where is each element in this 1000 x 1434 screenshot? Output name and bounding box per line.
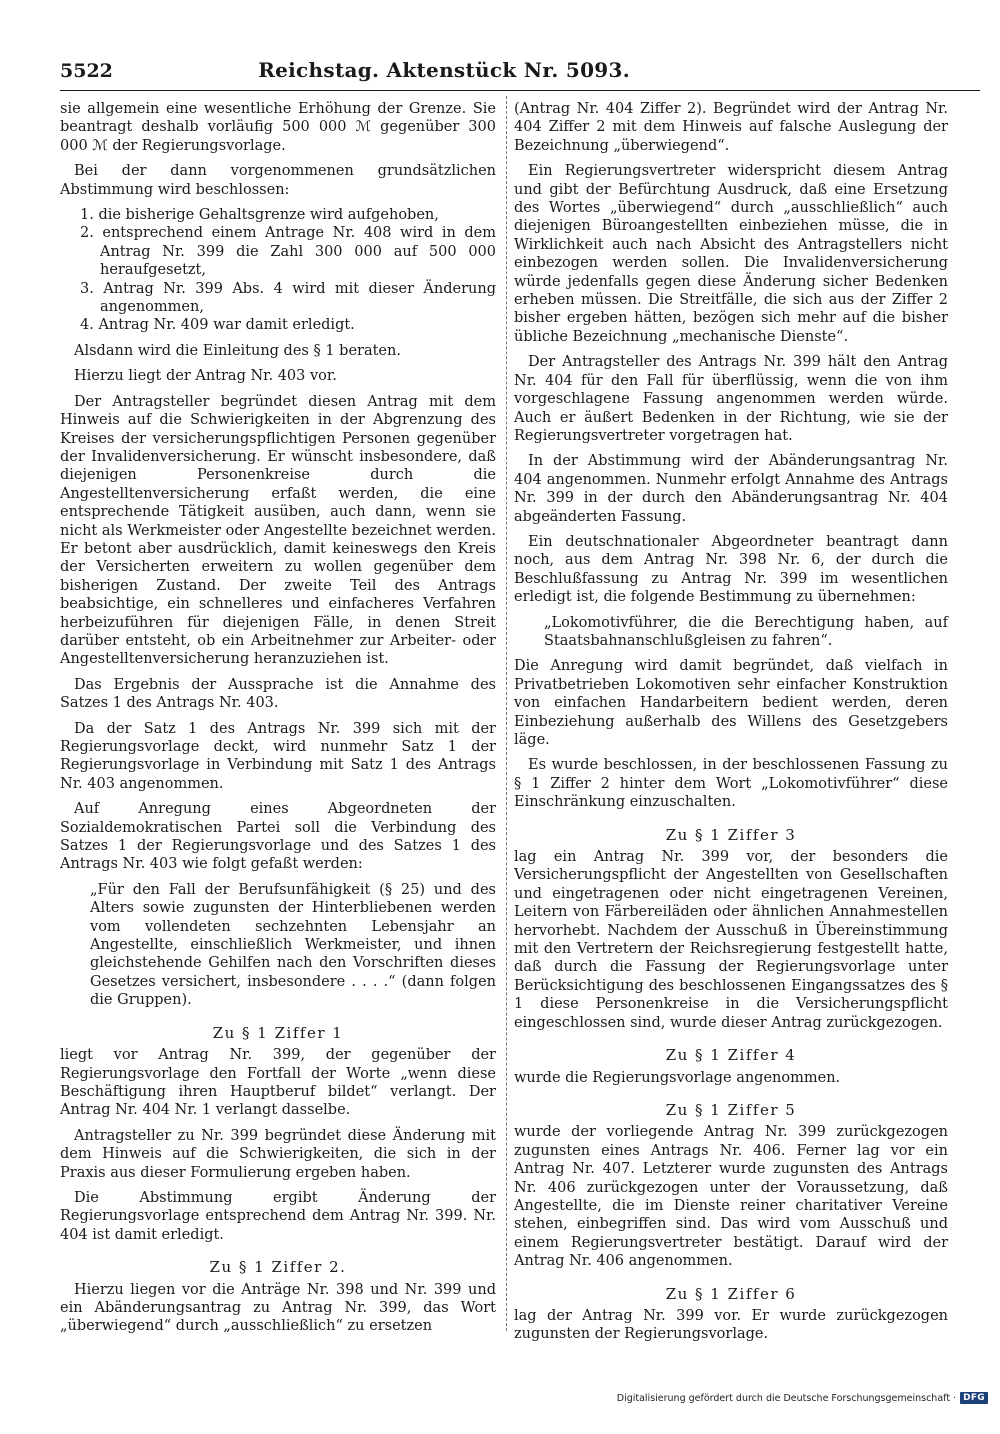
paragraph: Alsdann wird die Einleitung des § 1 beraten. bbox=[74, 342, 401, 359]
section-heading: Zu § 1 Ziffer 1 bbox=[212, 1023, 344, 1042]
quotation: „Lokomotivführer, die die Berechtigung haben, auf Staatsbahnanschlußgleisen zu fahren“. bbox=[544, 614, 948, 649]
paragraph: Der Antragsteller begründet diesen Antrag mit dem Hinweis auf die Schwierigkeiten in der Abgrenzung des Kreises der versicherungspflichtigen Personen gegenüber der Invalidenversicherung. Er wünscht insbesondere, daß diejenigen Personenkreise durch die Angestelltenversicherung erfaßt werden, die eine entsprechende Tätigkeit ausüben, auch dann, wenn sie nicht als Werkmeister oder Angestellte bezeichnet werden. Er betont aber ausdrücklich, damit keineswegs den Kreis der Versicherten erweitern zu wollen gegenüber dem bisherigen Zustand. Der zweite Teil des Antrags beabsichtige, ein schnelleres und einfacheres Verfahren herbeizuführen für diejenigen Fälle, in denen Streit darüber entsteht, ob ein Arbeitnehmer zur Arbeiter- oder Angestelltenversicherung heranzuziehen ist. bbox=[60, 393, 496, 668]
paragraph: sie allgemein eine wesentliche Erhöhung der Grenze. Sie beantragt deshalb vorläufig 500 000 ℳ gegenüber 300 000 ℳ der Regierungsvorlage. bbox=[60, 101, 496, 154]
paragraph: Das Ergebnis der Aussprache ist die Annahme des Satzes 1 des Antrags Nr. 403. bbox=[60, 676, 496, 712]
page-header bbox=[60, 60, 980, 88]
running-title: Reichstag. Aktenstück Nr. 5093. bbox=[258, 58, 630, 82]
right-column bbox=[514, 100, 948, 1351]
paragraph: Ein Regierungsvertreter widerspricht diesem Antrag und gibt der Befürchtung Ausdruck, daß eine Ersetzung des Wortes „überwiegend“ durch „ausschließlich“ auch diejenigen Büroangestellten einbeziehen müsse, die in Wirklichkeit auch nach Absicht des Antragstellers nicht einbezogen werden sollen. Die Invalidenversicherung würde jedenfalls gegen diese Änderung sicher Bedenken erheben müssen. Die Streitfälle, die sich aus der Ziffer 2 bisher ergeben hätten, bezögen sich mehr auf die bisher übliche Bezeichnung „mechanische Dienste“. bbox=[514, 163, 948, 345]
list-item: 2. entsprechend einem Antrage Nr. 408 wird in dem Antrag Nr. 399 die Zahl 300 000 auf 500 000 heraufgesetzt, bbox=[80, 225, 496, 279]
dfg-logo: DFG bbox=[960, 1392, 988, 1404]
resolution-list bbox=[60, 206, 496, 335]
list-item: 4. Antrag Nr. 409 war damit erledigt. bbox=[80, 317, 355, 334]
paragraph: wurde die Regierungsvorlage angenommen. bbox=[514, 1069, 841, 1086]
section-heading: Zu § 1 Ziffer 3 bbox=[665, 825, 797, 844]
paragraph: Da der Satz 1 des Antrags Nr. 399 sich mit der Regierungsvorlage deckt, wird nunmehr Satz 1 der Regierungsvorlage in Verbindung mit Satz 1 des Antrags Nr. 403 angenommen. bbox=[60, 720, 496, 792]
paragraph: In der Abstimmung wird der Abänderungsantrag Nr. 404 angenommen. Nunmehr erfolgt Annahme des Antrags Nr. 399 in der durch den Abänderungsantrag Nr. 404 abgeänderten Fassung. bbox=[514, 453, 948, 525]
section-heading: Zu § 1 Ziffer 6 bbox=[665, 1284, 797, 1303]
paragraph: Bei der dann vorgenommenen grundsätzlichen Abstimmung wird beschlossen: bbox=[60, 163, 496, 198]
digitization-credit bbox=[617, 1392, 988, 1404]
paragraph: Die Anregung wird damit begründet, daß vielfach in Privatbetrieben Lokomotiven sehr einfacher Konstruktion von einfachen Handarbeitern bedient werden, deren Einbeziehung außerhalb des Willens des Gesetzgebers läge. bbox=[514, 658, 948, 748]
paragraph: Die Abstimmung ergibt Änderung der Regierungsvorlage entsprechend dem Antrag Nr. 399. Nr. 404 ist damit erledigt. bbox=[60, 1189, 496, 1243]
paragraph: Hierzu liegen vor die Anträge Nr. 398 und Nr. 399 und ein Abänderungsantrag zu Antrag Nr. 399, das Wort „überwiegend“ durch „ausschließlich“ zu ersetzen bbox=[60, 1281, 496, 1335]
paragraph: liegt vor Antrag Nr. 399, der gegenüber der Regierungsvorlage den Fortfall der Worte „wenn diese Beschäftigung ihren Hauptberuf bildet“ verlangt. Der Antrag Nr. 404 Nr. 1 verlangt dasselbe. bbox=[60, 1047, 496, 1119]
paragraph: wurde der vorliegende Antrag Nr. 399 zurückgezogen zugunsten eines Antrags Nr. 406. Ferner lag vor ein Antrag Nr. 407. Letzterer wurde zugunsten des Antrags Nr. 406 zurückgezogen unter der Voraussetzung, daß Angestellte, die im Dienste reiner charitativer Vereine stehen, einbegriffen sind. Das wird vom Ausschuß und einem Regierungsvertreter bestätigt. Darauf wird der Antrag Nr. 406 angenommen. bbox=[514, 1124, 948, 1270]
section-heading: Zu § 1 Ziffer 4 bbox=[665, 1046, 797, 1065]
section-heading: Zu § 1 Ziffer 5 bbox=[665, 1100, 797, 1119]
paragraph: lag der Antrag Nr. 399 vor. Er wurde zurückgezogen zugunsten der Regierungsvorlage. bbox=[514, 1307, 948, 1343]
header-rule bbox=[60, 90, 980, 91]
list-item: 1. die bisherige Gehaltsgrenze wird aufgehoben, bbox=[80, 207, 439, 224]
quotation: „Für den Fall der Berufsunfähigkeit (§ 25) und des Alters sowie zugunsten der Hinterbliebenen werden vom vollendeten sechzehnten Lebensjahr an Angestellte, einschließlich Werkmeister, und ihnen gleichstehende Gehilfen nach den Vorschriften dieses Gesetzes versichert, insbesondere . . . .“ (dann folgen die Gruppen). bbox=[90, 881, 496, 1009]
paragraph: (Antrag Nr. 404 Ziffer 2). Begründet wird der Antrag Nr. 404 Ziffer 2 mit dem Hinweis auf falsche Auslegung der Bezeichnung „überwiegend“. bbox=[514, 101, 948, 154]
left-column bbox=[60, 100, 496, 1343]
paragraph: Ein deutschnationaler Abgeordneter beantragt dann noch, aus dem Antrag Nr. 398 Nr. 6, der durch die Beschlußfassung zu Antrag Nr. 399 im wesentlichen erledigt ist, die folgende Bestimmung zu übernehmen: bbox=[514, 533, 948, 606]
paragraph: Auf Anregung eines Abgeordneten der Sozialdemokratischen Partei soll die Verbindung des Satzes 1 der Regierungsvorlage und des Satzes 1 des Antrags Nr. 403 wie folgt gefaßt werden: bbox=[60, 801, 496, 873]
credit-text: Digitalisierung gefördert durch die Deutsche Forschungsgemeinschaft · bbox=[616, 1392, 957, 1404]
list-item: 3. Antrag Nr. 399 Abs. 4 wird mit dieser Änderung angenommen, bbox=[80, 280, 496, 316]
paragraph: Es wurde beschlossen, in der beschlossenen Fassung zu § 1 Ziffer 2 hinter dem Wort „Lokomotivführer“ diese Einschränkung einzuschalten. bbox=[514, 757, 948, 811]
page-number: 5522 bbox=[60, 60, 113, 82]
section-heading: Zu § 1 Ziffer 2. bbox=[209, 1258, 347, 1277]
paragraph: Hierzu liegt der Antrag Nr. 403 vor. bbox=[74, 368, 337, 385]
paragraph: Antragsteller zu Nr. 399 begründet diese Änderung mit dem Hinweis auf die Schwierigkeiten, die sich in der Praxis aus dieser Formulierung ergeben haben. bbox=[60, 1127, 496, 1181]
paragraph: Der Antragsteller des Antrags Nr. 399 hält den Antrag Nr. 404 für den Fall für überflüssig, wenn die von ihm vorgeschlagene Fassung angenommen werden würde. Auch er äußert Bedenken in der Richtung, wie sie der Regierungsvertreter vorgetragen hat. bbox=[514, 354, 948, 444]
paragraph: lag ein Antrag Nr. 399 vor, der besonders die Versicherungspflicht der Angestellten von Gesellschaften und eingetragenen oder nicht eingetragenen Vereinen, Leitern von Färbereiläden oder ähnlichen Annahmestellen hervorhebt. Nachdem der Ausschuß in Übereinstimmung mit den Vertretern der Reichsregierung festgestellt hatte, daß durch die Fassung der Regierungsvorlage unter Berücksichtigung des beschlossenen Eingangssatzes des § 1 diese Personenkreise in die Versicherungspflicht eingeschlossen sind, wurde dieser Antrag zurückgezogen. bbox=[514, 849, 948, 1031]
column-divider bbox=[506, 96, 507, 1331]
